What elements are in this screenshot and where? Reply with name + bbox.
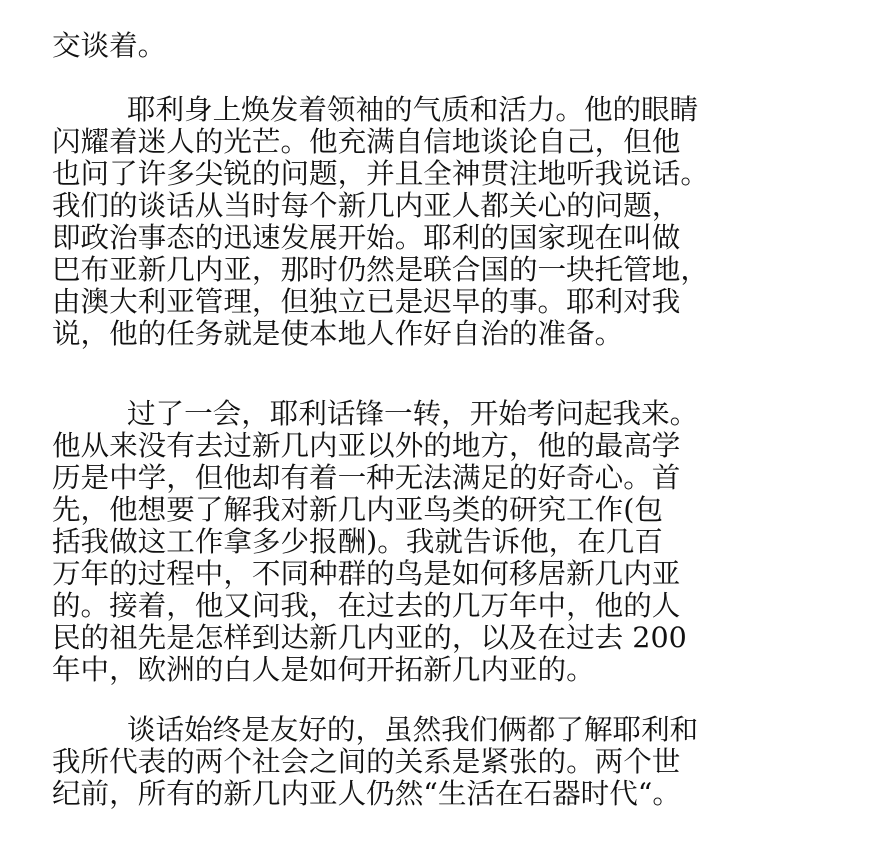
text-line: 民的祖先是怎样到达新几内亚的，以及在过去 200 <box>52 621 687 654</box>
text-line: 括我做这工作拿多少报酬)。我就告诉他，在几百 <box>52 525 663 558</box>
text-line: 我们的谈话从当时每个新几内亚人都关心的问题， <box>52 189 681 222</box>
text-line: 我所代表的两个社会之间的关系是紧张的。两个世 <box>52 745 681 778</box>
text-line: 由澳大利亚管理，但独立已是迟早的事。耶利对我 <box>52 285 681 318</box>
text-line: 也问了许多尖锐的问题，并且全神贯注地听我说话。 <box>52 157 709 190</box>
text-line: 万年的过程中，不同种群的鸟是如何移居新几内亚 <box>52 557 681 590</box>
text-line: 过了一会，耶利话锋一转，开始考问起我来。 <box>127 397 699 430</box>
text-line: 纪前，所有的新几内亚人仍然“生活在石器时代“。 <box>52 777 681 810</box>
text-line: 的。接着，他又问我，在过去的几万年中，他的人 <box>52 589 681 622</box>
text-line: 闪耀着迷人的光芒。他充满自信地谈论自己，但他 <box>52 125 681 158</box>
text-line: 说，他的任务就是使本地人作好自治的准备。 <box>52 317 624 350</box>
text-line: 年中，欧洲的白人是如何开拓新几内亚的。 <box>52 653 595 686</box>
text-line: 先，他想要了解我对新几内亚鸟类的研究工作(包 <box>52 493 663 526</box>
text-line: 巴布亚新几内亚，那时仍然是联合国的一块托管地， <box>52 253 709 286</box>
text-line: 谈话始终是友好的，虽然我们俩都了解耶利和 <box>127 713 699 746</box>
text-line: 他从来没有去过新几内亚以外的地方，他的最高学 <box>52 429 681 462</box>
text-line: 耶利身上焕发着领袖的气质和活力。他的眼睛 <box>127 93 699 126</box>
text-line: 历是中学，但他却有着一种无法满足的好奇心。首 <box>52 461 681 494</box>
text-line: 交谈着。 <box>52 29 167 62</box>
text-line: 即政治事态的迅速发展开始。耶利的国家现在叫做 <box>52 221 681 254</box>
